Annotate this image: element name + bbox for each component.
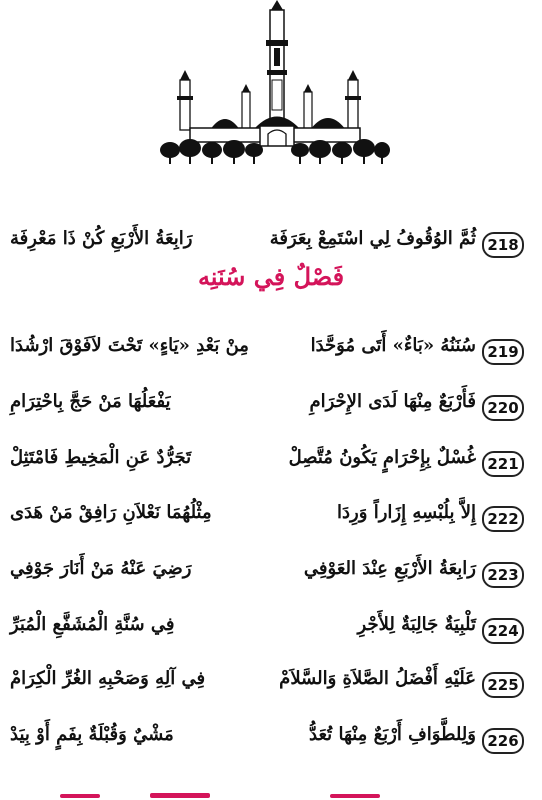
verse-row — [10, 556, 532, 596]
first-hemistich: وَلِلطَّوَافِ أَرْبَعٌ مِنْهَا تُعَدُّ — [309, 724, 476, 745]
verse-row — [10, 333, 532, 373]
second-hemistich: رَابِعَةُ الأَرْبَعِ كُنْ ذَا مَعْرِفَة — [10, 228, 193, 249]
first-hemistich: غُسْلٌ بِإِحْرَامٍ يَكُونُ مُتَّصِلْ — [288, 447, 476, 468]
verse-number-badge: 220 — [482, 395, 524, 421]
first-hemistich: تَلْبِيَةٌ جَالِبَةٌ لِلأَجْرِ — [357, 614, 476, 635]
verse-row — [10, 389, 532, 429]
first-hemistich: رَابِعَةُ الأَرْبَعِ عِنْدَ العَوْفِي — [303, 558, 476, 579]
verse-row — [10, 226, 532, 266]
second-hemistich: رَضِيَ عَنْهُ مَنْ أَنَارَ جَوْفِي — [10, 558, 192, 579]
verse-row — [10, 445, 532, 485]
cropped-next-line — [0, 788, 542, 800]
verse-number-badge: 225 — [482, 672, 524, 698]
second-hemistich: تَجَرُّدٌ عَنِ الْمَخِيطِ فَامْتَثِلْ — [10, 447, 192, 468]
section-title: فَصْلٌ فِي سُنَنِه — [197, 262, 345, 291]
first-hemistich: عَلَيْهِ أَفْضَلُ الصَّلاَةِ وَالسَّلاَمْ — [279, 668, 476, 689]
second-hemistich: مِنْ بَعْدِ «يَاءٍ» تَحْتَ لاَفَوْقَ ارْشُدَا — [10, 335, 249, 356]
second-hemistich: يَفْعَلُهَا مَنْ حَجَّ بِاحْتِرَامِ — [10, 391, 171, 412]
verse-number-badge: 226 — [482, 728, 524, 754]
second-hemistich: مَشْيٌ وَقُبْلَةٌ بِفَمٍ أَوْ بِيَدْ — [10, 724, 174, 745]
verse-row — [10, 666, 532, 706]
mosque-illustration — [160, 0, 390, 168]
verse-number-badge: 218 — [482, 232, 524, 258]
verse-number-badge: 221 — [482, 451, 524, 477]
second-hemistich: فِي سُنَّةِ الْمُشَفَّعِ الْمُبَرِّ — [10, 614, 175, 635]
verse-row — [10, 612, 532, 652]
verse-number-badge: 222 — [482, 506, 524, 532]
second-hemistich: مِثْلُهُمَا نَعْلاَنِ رَافِقْ مَنْ هَدَى — [10, 502, 212, 523]
verse-number-badge: 224 — [482, 618, 524, 644]
verse-number-badge: 223 — [482, 562, 524, 588]
first-hemistich: فَأَرْبَعٌ مِنْهَا لَدَى الإِحْرَامِ — [309, 391, 476, 412]
verse-number-badge: 219 — [482, 339, 524, 365]
first-hemistich: سُنَنُهُ «بَاءٌ» أَتَى مُوَحَّدَا — [310, 335, 476, 356]
verse-row — [10, 500, 532, 540]
first-hemistich: إِلاَّ بِلُبْسِهِ إِزَاراً وَرِدَا — [337, 502, 476, 523]
second-hemistich: فِي آلِهِ وَصَحْبِهِ الغُرِّ الْكِرَامْ — [10, 668, 206, 689]
first-hemistich: ثُمَّ الوُقُوفُ لِي اسْتَمِعْ بِعَرَفَة — [269, 228, 476, 249]
verse-row — [10, 722, 532, 762]
